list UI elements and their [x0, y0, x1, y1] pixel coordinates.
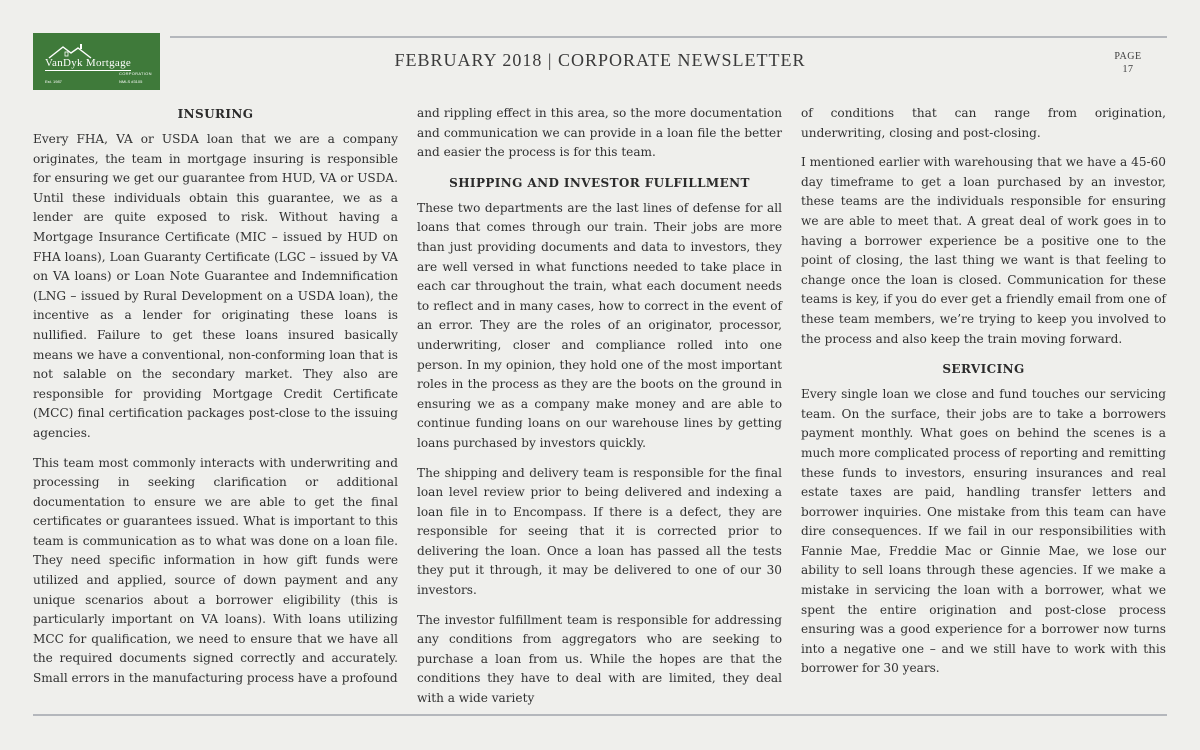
- paragraph: I mentioned earlier with warehousing that we have a 45-60 day timeframe to get a loan purchased by an investor, these teams are the individuals responsible for ensuring we are able to meet that. A great deal of work goes in to having a borrower experience be a positive one to the point of closing, the last thing we want is that feeling to change once the loan is closed. Communication for these teams is key, if you do ever get a friendly email from one of these team members, we’re trying to keep you involved to the process and also keep the train moving forward.: [801, 155, 1166, 346]
- paragraph: The shipping and delivery team is responsible for the final loan level review prior to being delivered and indexing a loan file in to Encompass. If there is a defect, they are responsible for seeing that it is corrected prior to delivering the loan. Once a loan has passed all the tests they put it through, it may be delivered to one of our 30 investors.: [417, 465, 782, 598]
- logo-subtitle: CORPORATION: [119, 71, 152, 76]
- section-heading-servicing: SERVICING: [942, 362, 1025, 377]
- page-number: 17: [1122, 64, 1134, 75]
- paragraph: of conditions that can range from origination, underwriting, closing and post-closing.: [801, 106, 1166, 140]
- footer-divider: [33, 714, 1167, 716]
- paragraph: and rippling effect in this area, so the more documentation and communication we can provide in a loan file the better and easier the process is for this team.: [417, 106, 782, 160]
- paragraph: Every FHA, VA or USDA loan that we are a company originates, the team in mortgage insuring is responsible for ensuring we get our guarantee from HUD, VA or USDA. Until these individuals obtain this guarantee, we as a lender are quite exposed to risk. Without having a Mortgage Insurance Certificate (MIC – issued by HUD on FHA loans), Loan Guaranty Certificate (LGC – issued by VA on VA loans) or Loan Note Guarantee and Indemnification (LNG – issued by Rural Development on a USDA loan), the incentive as a lender for originating these loans is nullified. Failure to get these loans insured basically means we have a conventional, non-conforming loan that is not salable on the secondary market. They also are responsible for providing Mortgage Credit Certificate (MCC) final certification packages post-close to the issuing agencies.: [33, 132, 398, 440]
- paragraph: The investor fulfillment team is responsible for addressing any conditions from aggregators who are seeking to purchase a loan from us. While the hopes are that the conditions they have to deal with are limited, they deal with a wide variety: [417, 612, 782, 706]
- article-column-2: [417, 104, 782, 719]
- page-label: PAGE: [1114, 51, 1142, 62]
- logo-nmls: NMLS #3105: [119, 79, 143, 84]
- logo-brand: VanDyk Mortgage: [45, 57, 132, 69]
- article-column-3: [801, 104, 1166, 689]
- header-divider: [170, 36, 1167, 38]
- page-indicator: [1106, 50, 1150, 76]
- section-heading-shipping: SHIPPING AND INVESTOR FULFILLMENT: [449, 175, 750, 190]
- logo-established: Est. 1987: [45, 79, 62, 84]
- newsletter-masthead: FEBRUARY 2018 | CORPORATE NEWSLETTER: [394, 50, 806, 70]
- paragraph: This team most commonly interacts with underwriting and processing in seeking clarification or additional documentation to ensure we are able to get the final certificates or guarantees issued. What is important to this team is communication as to what was done on a loan file. They need specific information in how gift funds were utilized and applied, source of down payment and any unique scenarios about a borrower eligibility (this is particularly important on VA loans). With loans utilizing MCC for qualification, we need to ensure that we have all the required documents signed correctly and accurately. Small errors in the manufacturing process have a profound: [33, 455, 398, 686]
- section-heading-insuring: INSURING: [177, 107, 254, 121]
- article-column-1: [33, 104, 398, 699]
- company-logo: [33, 33, 160, 90]
- paragraph: These two departments are the last lines of defense for all loans that comes through our train. Their jobs are more than just providing documents and data to investors, they are well versed in what functions needed to take place in each car throughout the train, what each document needs to reflect and in many cases, how to correct in the event of an error. They are the roles of an originator, processor, underwriting, closer and compliance rolled into one person. In my opinion, they hold one of the most important roles in the process as they are the boots on the ground in ensuring we as a company make money and are able to continue funding loans on our warehouse lines by getting loans purchased by investors quickly.: [417, 200, 782, 450]
- paragraph: Every single loan we close and fund touches our servicing team. On the surface, their jobs are to take a borrowers payment monthly. What goes on behind the scenes is a much more complicated process of reporting and remitting these funds to investors, ensuring insurances and real estate taxes are paid, handling transfer letters and borrower inquiries. One mistake from this team can have dire consequences. If we fail in our responsibilities with Fannie Mae, Freddie Mac or Ginnie Mae, we lose our ability to sell loans through these agencies. If we make a mistake in servicing the loan with a borrower, what we spent the entire origination and post-close process ensuring was a good experience for a borrower now turns into a negative one – and we still have to work with this borrower for 30 years.: [801, 387, 1166, 676]
